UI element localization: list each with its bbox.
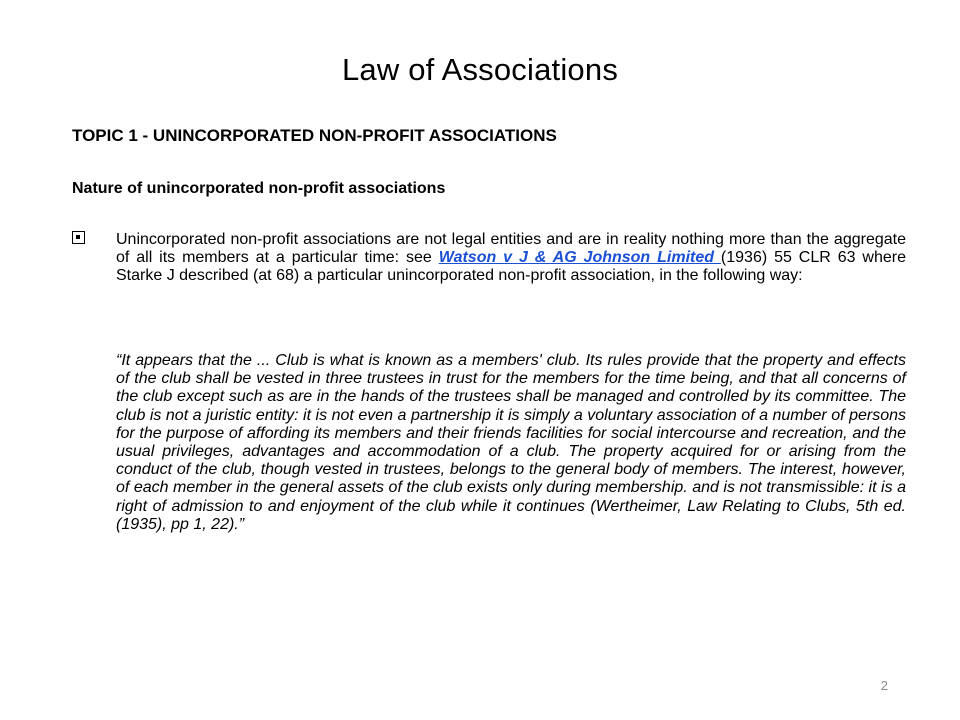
case-citation-link[interactable]: Watson v J & AG Johnson Limited bbox=[438, 249, 721, 266]
square-bullet-icon bbox=[72, 231, 85, 244]
case-quotation: “It appears that the ... Club is what is known as a members' club. Its rules provide that the property and effects of the club shall be vested in three trustees in trust for the members for the time being, and that all concerns of the club except such as are in the hands of the trustees shall be managed and controlled by its committee. The club is not a juristic entity: it is not even a partnership it is simply a voluntary association of a number of persons for the purpose of affording its members and their friends facilities for social intercourse and recreation, and the usual privileges, advantages and accommodation of a club. The property acquired for or arising from the conduct of the club, though vested in trustees, belongs to the general body of members. The interest, however, of each member in the general assets of the club exists only during membership. and is not transmissible: it is a right of admission to and enjoyment of the club while it continues (Wertheimer, Law Relating to Clubs, 5th ed. (1935), pp 1, 22).” bbox=[116, 352, 906, 533]
section-heading: Nature of unincorporated non-profit associations bbox=[72, 180, 446, 197]
topic-heading: TOPIC 1 - UNINCORPORATED NON-PROFIT ASSOCIATIONS bbox=[72, 126, 557, 145]
bullet-paragraph bbox=[116, 231, 906, 285]
bullet-text-before-link: Unincorporated non-profit associations are not legal entities and are in reality nothing more than the aggregate of all its members at a particular time: see bbox=[116, 231, 906, 266]
slide-title: Law of Associations bbox=[341, 52, 619, 87]
bullet-text-after-link: (1936) 55 CLR 63 where Starke J described (at 68) a particular unincorporated non-profit association, in the following way: bbox=[116, 249, 906, 284]
page-number: 2 bbox=[880, 678, 888, 693]
